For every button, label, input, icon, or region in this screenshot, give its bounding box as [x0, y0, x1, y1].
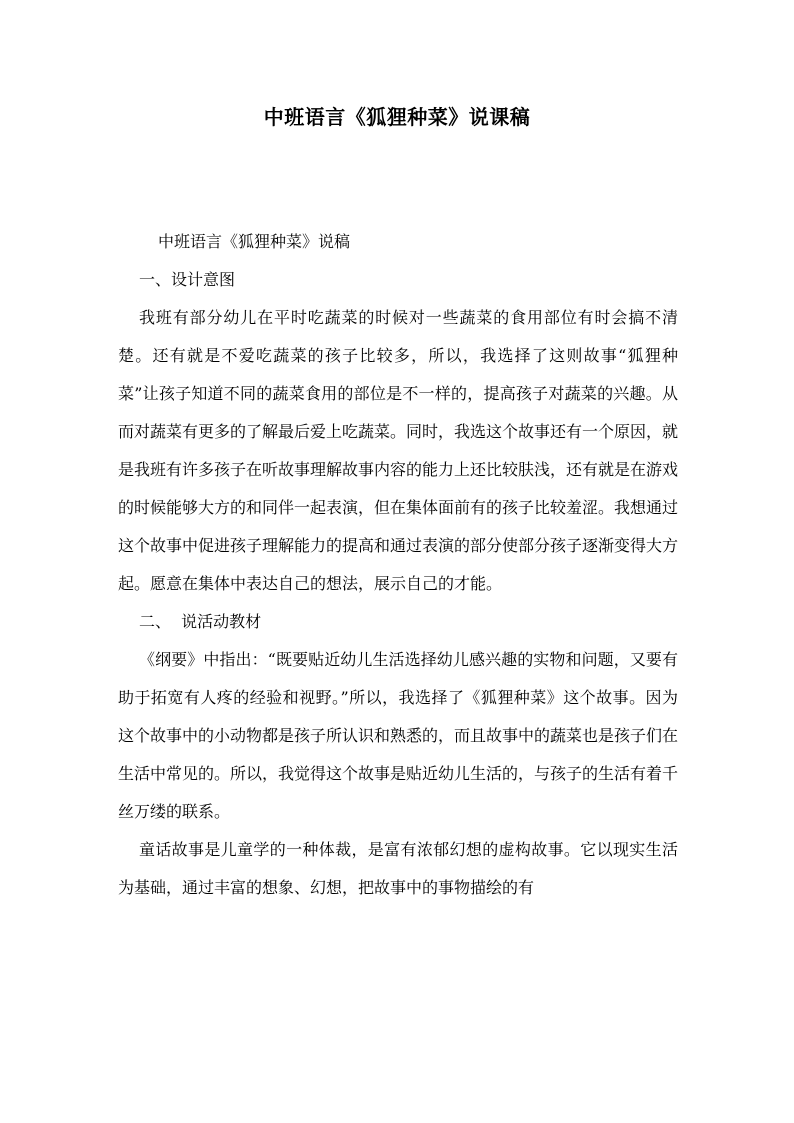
- paragraph-guideline-quote: 《纲要》中指出：“既要贴近幼儿生活选择幼儿感兴趣的实物和问题，又要有助于拓宽有人疼的经验和视野。”所以，我选择了《狐狸种菜》这个故事。因为这个故事中的小动物都是孩子所认识和熟悉的，而且故事中的蔬菜也是孩子们在生活中常见的。所以，我觉得这个故事是贴近幼儿生活的，与孩子的生活有着千丝万缕的联系。: [118, 650, 679, 821]
- paragraph-design-intent: 我班有部分幼儿在平时吃蔬菜的时候对一些蔬菜的食用部位有时会搞不清楚。还有就是不爱吃蔬菜的孩子比较多，所以，我选择了这则故事“狐狸种菜”让孩子知道不同的蔬菜食用的部位是不一样的，提高孩子对蔬菜的兴趣。从而对蔬菜有更多的了解最后爱上吃蔬菜。同时，我选这个故事还有一个原因，就是我班有许多孩子在听故事理解故事内容的能力上还比较肤浅，还有就是在游戏的时候能够大方的和同伴一起表演，但在集体面前有的孩子比较羞涩。我想通过这个故事中促进孩子理解能力的提高和通过表演的部分使部分孩子逐渐变得大方起。愿意在集体中表达自己的想法，展示自己的才能。: [118, 308, 679, 593]
- section-heading-teaching-material: 二、 说活动教材: [139, 612, 262, 631]
- paragraph-fairy-tale: 童话故事是儿童学的一种体裁，是富有浓郁幻想的虚构故事。它以现实生活为基础，通过丰富的想象、幻想，把故事中的事物描绘的有: [118, 840, 678, 897]
- document-title: 中班语言《狐狸种菜》说课稿: [263, 105, 531, 129]
- section-heading-design-intent: 一、设计意图: [139, 270, 236, 289]
- document-subtitle: 中班语言《狐狸种菜》说稿: [158, 232, 351, 251]
- document-body: [118, 223, 678, 907]
